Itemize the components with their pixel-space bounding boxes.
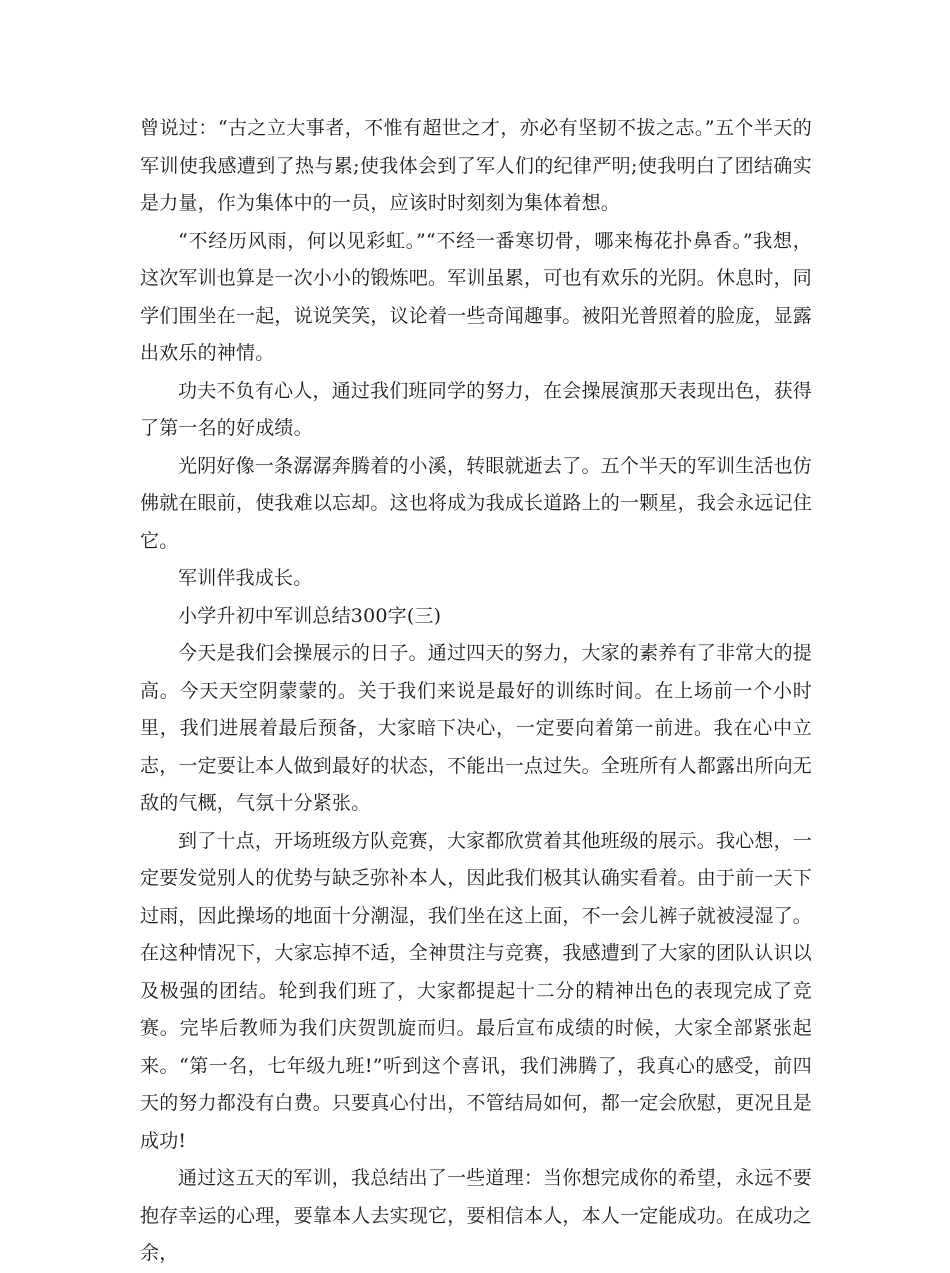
section-heading: 小学升初中军训总结300字(三) (178, 604, 442, 627)
paragraph: 光阴好像一条潺潺奔腾着的小溪，转眼就逝去了。五个半天的军训生活也仿佛就在眼前，使我难以忘却。这也将成为我成长道路上的一颗星，我会永远记住它。 (140, 454, 813, 552)
paragraph: 军训伴我成长。 (178, 567, 313, 589)
paragraph: 今天是我们会操展示的日子。通过四天的努力，大家的素养有了非常大的提高。今天天空阴蒙蒙的。关于我们来说是最好的训练时间。在上场前一个小时里，我们进展着最后预备，大家暗下决心，一定要向着第一前进。我在心中立志，一定要让本人做到最好的状态，不能出一点过失。全班所有人都露出所向无敌的气概，气氛十分紧张。 (140, 642, 813, 814)
paragraph: 通过这五天的军训，我总结出了一些道理：当你想完成你的希望，永远不要抱存幸运的心理，要靠本人去实现它，要相信本人，本人一定能成功。在成功之余， (140, 1167, 813, 1264)
paragraph: 到了十点，开场班级方队竞赛，大家都欣赏着其他班级的展示。我心想，一定要发觉别人的优势与缺乏弥补本人，因此我们极其认确实看着。由于前一天下过雨，因此操场的地面十分潮湿，我们坐在这上面，不一会儿裤子就被浸湿了。在这种情况下，大家忘掉不适，全神贯注与竞赛，我感遭到了大家的团队认识以及极强的团结。轮到我们班了，大家都提起十二分的精神出色的表现完成了竞赛。完毕后教师为我们庆贺凯旋而归。最后宣布成绩的时候，大家全部紧张起来。“第一名，七年级九班!”听到这个喜讯，我们沸腾了，我真心的感受，前四天的努力都没有白费。只要真心付出，不管结局如何，都一定会欣慰，更况且是成功! (140, 829, 813, 1152)
paragraph: “不经历风雨，何以见彩虹。”“不经一番寒切骨，哪来梅花扑鼻香。”我想，这次军训也算是一次小小的锻炼吧。军训虽累，可也有欢乐的光阴。休息时，同学们围坐在一起，说说笑笑，议论着一些奇闻趣事。被阳光普照着的脸庞，显露出欢乐的神情。 (140, 229, 813, 364)
paragraph: 功夫不负有心人，通过我们班同学的努力，在会操展演那天表现出色，获得了第一名的好成绩。 (140, 379, 812, 439)
document-body (140, 110, 812, 1273)
paragraph: 曾说过：“古之立大事者，不惟有超世之才，亦必有坚韧不拔之志。”五个半天的军训使我感遭到了热与累;使我体会到了军人们的纪律严明;使我明白了团结确实是力量，作为集体中的一员，应该时时刻刻为集体着想。 (140, 117, 812, 214)
